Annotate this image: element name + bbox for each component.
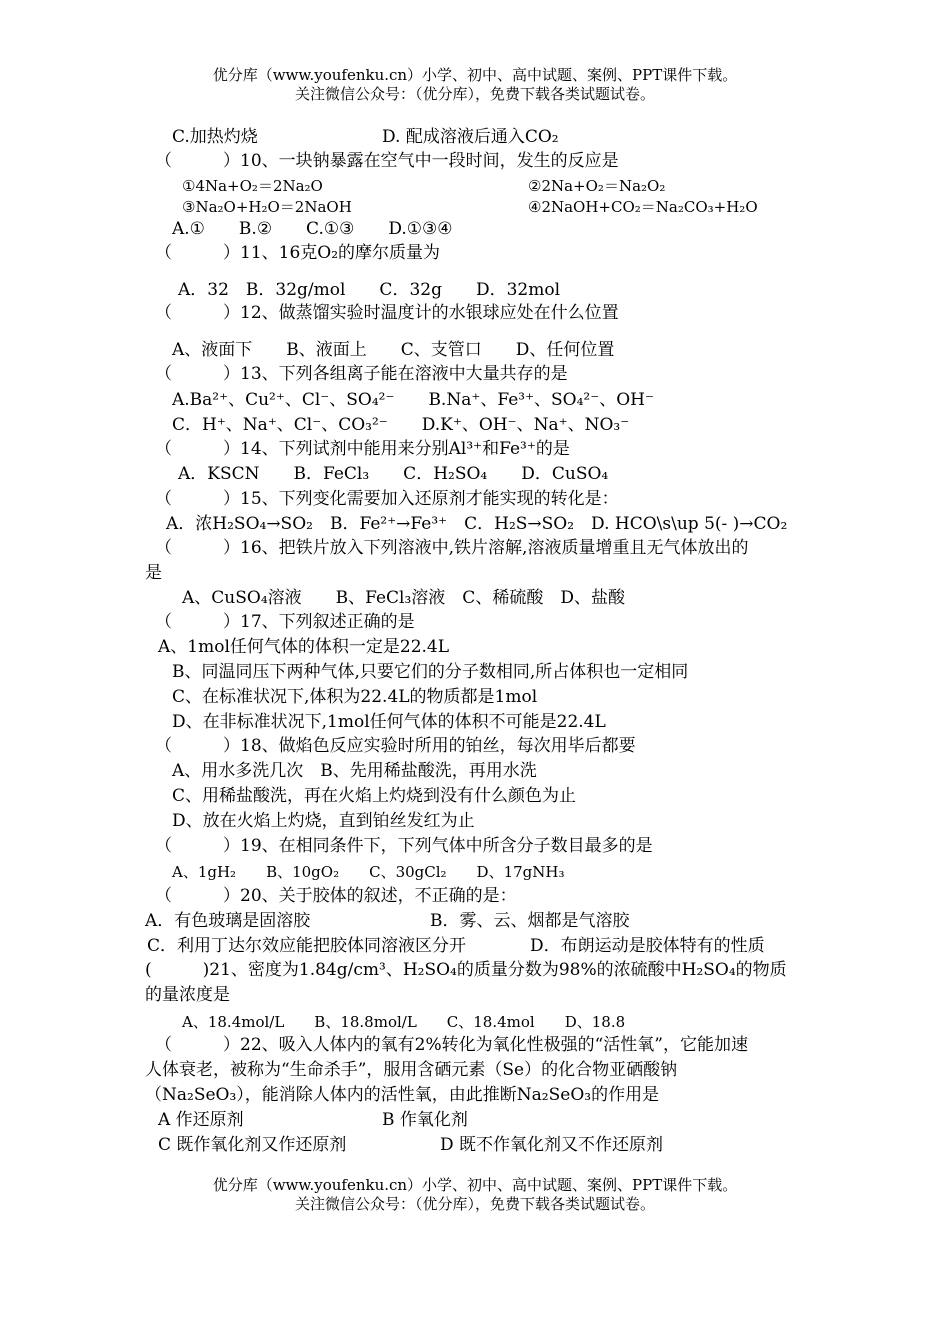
page-footer [0, 1176, 950, 1214]
q10-reaction-2: ②2Na+O₂＝Na₂O₂ [528, 177, 666, 195]
q17-option-a: A、1mol任何气体的体积一定是22.4L [158, 637, 450, 657]
q20-option-a: A．有色玻璃是固溶胶 [145, 911, 311, 931]
q11-stem: （ ）11、16克O₂的摩尔质量为 [155, 243, 441, 263]
page-header [0, 66, 950, 104]
footer-line-1: 优分库（www.youfenku.cn）小学、初中、高中试题、案例、PPT课件下载。 [212, 1176, 738, 1194]
q16-stem-2: 是 [145, 563, 162, 583]
q13-options-ab: A.Ba²⁺、Cu²⁺、Cl⁻、SO₄²⁻ B.Na⁺、Fe³⁺、SO₄²⁻、OH⁻ [172, 390, 654, 410]
q17-option-d: D、在非标准状况下,1mol任何气体的体积不可能是22.4L [172, 712, 606, 732]
q22-stem-3: （Na₂SeO₃），能消除人体内的活性氧，由此推断Na₂SeO₃的作用是 [145, 1085, 660, 1105]
q20-stem: （ ）20、关于胶体的叙述，不正确的是： [155, 886, 517, 906]
q14-options: A．KSCN B．FeCl₃ C．H₂SO₄ D．CuSO₄ [178, 464, 609, 484]
header-line-1: 优分库（www.youfenku.cn）小学、初中、高中试题、案例、PPT课件下载。 [212, 66, 738, 84]
q22-stem-2: 人体衰老，被称为“生命杀手”，服用含硒元素（Se）的化合物亚硒酸钠 [145, 1060, 678, 1080]
q9-option-d: D. 配成溶液后通入CO₂ [382, 127, 559, 147]
q22-option-b: B 作氧化剂 [382, 1110, 468, 1130]
q18-stem: （ ）18、做焰色反应实验时所用的铂丝，每次用毕后都要 [155, 736, 636, 756]
q22-option-a: A 作还原剂 [158, 1110, 244, 1130]
q10-reaction-4: ④2NaOH+CO₂＝Na₂CO₃+H₂O [528, 198, 758, 216]
q20-option-c: C．利用丁达尔效应能把胶体同溶液区分开 [147, 936, 467, 956]
q22-option-d: D 既不作氧化剂又不作还原剂 [440, 1135, 664, 1155]
q21-stem-2: 的量浓度是 [145, 985, 230, 1005]
q14-stem: （ ）14、下列试剂中能用来分别Al³⁺和Fe³⁺的是 [155, 439, 570, 459]
q10-reaction-3: ③Na₂O+H₂O＝2NaOH [182, 198, 352, 216]
q17-option-b: B、同温同压下两种气体,只要它们的分子数相同,所占体积也一定相同 [172, 662, 689, 682]
q16-options: A、CuSO₄溶液 B、FeCl₃溶液 C、稀硫酸 D、盐酸 [182, 588, 625, 608]
q18-options-ab: A、用水多洗几次 B、先用稀盐酸洗，再用水洗 [172, 761, 537, 781]
q18-option-c: C、用稀盐酸洗，再在火焰上灼烧到没有什么颜色为止 [172, 786, 577, 806]
q22-stem-1: （ ）22、吸入人体内的氧有2%转化为氧化性极强的“活性氧”，它能加速 [155, 1035, 748, 1055]
q21-stem-1: ( )21、密度为1.84g/cm³、H₂SO₄的质量分数为98%的浓硫酸中H₂SO₄的物质 [145, 960, 787, 980]
q15-options: A．浓H₂SO₄→SO₂ B．Fe²⁺→Fe³⁺ C．H₂S→SO₂ D. HCO\s\up 5(- )→CO₂ [166, 514, 788, 534]
q10-options: A.① B.② C.①③ D.①③④ [172, 219, 453, 239]
q20-option-b: B．雾、云、烟都是气溶胶 [430, 911, 630, 931]
q12-options: A、液面下 B、液面上 C、支管口 D、任何位置 [172, 340, 615, 360]
q13-options-cd: C．H⁺、Na⁺、Cl⁻、CO₃²⁻ D.K⁺、OH⁻、Na⁺、NO₃⁻ [172, 415, 630, 435]
q17-option-c: C、在标准状况下,体积为22.4L的物质都是1mol [172, 687, 538, 707]
q20-option-d: D．布朗运动是胶体特有的性质 [530, 936, 765, 956]
q16-stem-1: （ ）16、把铁片放入下列溶液中,铁片溶解,溶液质量增重且无气体放出的 [155, 538, 749, 558]
header-line-2: 关注微信公众号：（优分库），免费下载各类试题试卷。 [294, 85, 655, 103]
q10-reaction-1: ①4Na+O₂＝2Na₂O [182, 177, 323, 195]
q19-stem: （ ）19、在相同条件下，下列气体中所含分子数目最多的是 [155, 836, 653, 856]
q18-option-d: D、放在火焰上灼烧，直到铂丝发红为止 [172, 811, 475, 831]
q21-options: A、18.4mol/L B、18.8mol/L C、18.4mol D、18.8 [182, 1013, 626, 1031]
q19-options: A、1gH₂ B、10gO₂ C、30gCl₂ D、17gNH₃ [172, 863, 565, 881]
q15-stem: （ ）15、下列变化需要加入还原剂才能实现的转化是： [155, 489, 619, 509]
q11-options: A．32 B．32g/mol C．32g D．32mol [178, 280, 561, 300]
footer-line-2: 关注微信公众号：（优分库），免费下载各类试题试卷。 [294, 1195, 655, 1213]
q22-option-c: C 既作氧化剂又作还原剂 [158, 1135, 347, 1155]
q17-stem: （ ）17、下列叙述正确的是 [155, 612, 415, 632]
q13-stem: （ ）13、下列各组离子能在溶液中大量共存的是 [155, 364, 568, 384]
q10-stem: （ ）10、一块钠暴露在空气中一段时间，发生的反应是 [155, 151, 619, 171]
q12-stem: （ ）12、做蒸馏实验时温度计的水银球应处在什么位置 [155, 303, 619, 323]
q9-option-c: C.加热灼烧 [172, 127, 258, 147]
